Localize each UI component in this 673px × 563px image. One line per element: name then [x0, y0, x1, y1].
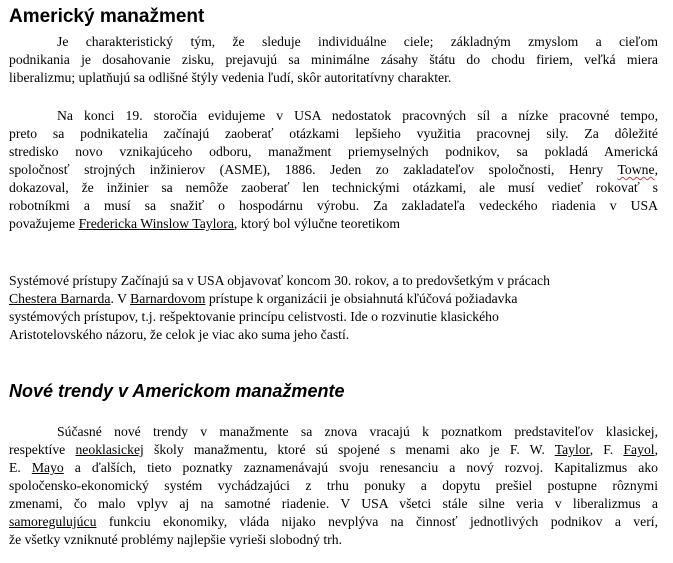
- person-name-link: Taylor: [554, 442, 590, 457]
- paragraph-history: [9, 107, 658, 233]
- paragraph-new-trends: [9, 423, 658, 549]
- text-line: preto sa podnikatelia začínajú zaoberať otázkami lepšieho využitia pracovnej sily. Za dôležité: [9, 126, 658, 141]
- text-line: Je charakteristický tým, že sleduje individuálne ciele; základným zmyslom a cieľom: [57, 34, 658, 49]
- person-name-link: Fredericka Winslow Taylora: [78, 216, 234, 231]
- spellcheck-word: samoregulujúcu: [9, 514, 97, 529]
- text-line: považujeme Fredericka Winslow Taylora, ktorý bol výlučne teoretikom: [9, 216, 401, 231]
- paragraph-systems-approach: [9, 272, 658, 344]
- text-line: dokazoval, že inžinier sa nemôže zaoberať len technickými otázkami, ale musí vedieť rokovať s: [9, 180, 658, 195]
- text-line: že všetky vzniknuté problémy najlepšie vyrieši slobodný trh.: [9, 532, 342, 547]
- text-line: Aristotelovského názoru, že celok je viac ako suma jeho častí.: [9, 327, 350, 342]
- heading-new-trends: Nové trendy v Americkom manažmente: [9, 381, 345, 401]
- text-line: liberalizmu; uplatňujú sa odlišné štýly vedenia ľudí, skôr autoritatívny charakter.: [9, 70, 452, 85]
- person-name-link: Mayo: [31, 460, 64, 475]
- text-line: E. Mayo a ďalších, tieto poznatky zaznamenávajú svoju renesanciu a nový rozvoj. Kapitalizmus ako: [9, 460, 659, 475]
- spellcheck-word: neoklasickej: [75, 442, 144, 457]
- text-line: stredisko novo vznikajúceho odboru, manažment priemyselných podnikov, sa pokladá Americká: [9, 144, 658, 159]
- spellcheck-word: Towne: [617, 162, 655, 177]
- text-line: Chestera Barnarda. V Barnardovom prístupe k organizácii je obsiahnutá kľúčová požiadavka: [9, 291, 518, 306]
- text-line: podnikania je dosahovanie zisku, prejavujú sa minimálne zásahy štátu do chodu firiem, veľká miera: [9, 52, 658, 67]
- text-line: samoregulujúcu funkciu ekonomiky, vláda nijako nevplýva na činnosť jednotlivých podnikov a verí,: [9, 514, 659, 529]
- text-line: spoločensko-ekonomický systém vychádzajúci z trhu ponuky a dopytu prešiel postupne rôznymi: [9, 478, 658, 493]
- text-line: systémových prístupov, t.j. rešpektovanie princípu celistvosti. Ide o rozvinutie klasického: [9, 309, 499, 324]
- text-line: spoločnosť strojných inžinierov (ASME), 1886. Jeden zo zakladateľov spoločnosti, Henry Towne,: [9, 162, 658, 177]
- paragraph-characteristics: [9, 33, 658, 87]
- text-line: robotníkmi a musí sa snažiť o hospodárnu výrobu. Za zakladateľa vedeckého riadenia v USA: [9, 198, 658, 213]
- text-line: zmenami, čo malo vplyv aj na samotné riadenie. V USA všetci stále silne veria v liberalizmus a: [9, 496, 658, 511]
- heading-american-management: Americký manažment: [9, 6, 205, 27]
- text-line: Súčasné nové trendy v manažmente sa znova vracajú k poznatkom predstaviteľov klasickej,: [57, 424, 658, 439]
- person-name-link: Barnardovom: [130, 291, 206, 306]
- text-line: Na konci 19. storočia evidujeme v USA nedostatok pracovných síl a nízke pracovné tempo,: [57, 108, 658, 123]
- person-name-link: Fayol: [623, 442, 655, 457]
- text-line: Systémové prístupy Začínajú sa v USA objavovať koncom 30. rokov, a to predovšetkým v prácach: [9, 273, 550, 288]
- person-name-link: Chestera Barnarda: [9, 291, 111, 306]
- text-line: respektíve neoklasickej školy manažmentu, ktoré sú spojené s menami ako je F. W. Taylor, F. Fayol,: [9, 442, 659, 457]
